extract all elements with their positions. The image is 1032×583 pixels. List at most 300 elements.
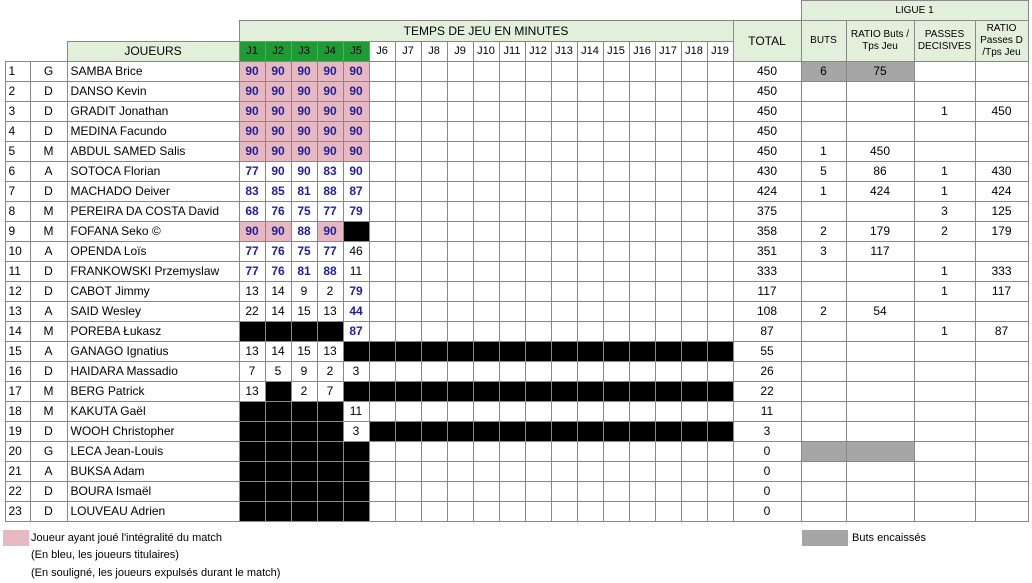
empty-cell [525,442,551,462]
passes-cell [914,302,975,322]
minutes-cell-starter: 88 [317,262,343,282]
empty-cell [603,442,629,462]
minutes-cell-full: 90 [239,142,265,162]
empty-cell [369,302,395,322]
ratio-cell [846,342,914,362]
empty-cell [681,242,707,262]
player-number: 18 [5,402,30,422]
minutes-cell-starter: 44 [343,302,369,322]
ratio-passes-cell [975,462,1028,482]
minutes-cell-sub: 7 [317,382,343,402]
empty-cell [707,62,733,82]
minutes-cell-full: 90 [343,82,369,102]
empty-cell [369,482,395,502]
empty-cell [395,482,421,502]
not-played-cell [343,482,369,502]
passes-cell: 3 [914,202,975,222]
minutes-cell-sub: 3 [343,362,369,382]
not-played-cell [473,422,499,442]
empty-cell [577,122,603,142]
minutes-cell-sub: 5 [265,362,291,382]
empty-cell [473,282,499,302]
ratio-cell [846,362,914,382]
matchday-header-j17: J17 [655,42,681,62]
empty-cell [525,182,551,202]
empty-cell [655,242,681,262]
empty-cell [655,322,681,342]
minutes-cell-starter: 77 [239,162,265,182]
blank [0,21,239,42]
empty-cell [395,322,421,342]
ratio-passes-cell: 430 [975,162,1028,182]
player-number: 16 [5,362,30,382]
ratio-cell: 450 [846,142,914,162]
minutes-cell-starter: 75 [291,242,317,262]
empty-cell [421,322,447,342]
minutes-cell-sub: 7 [239,362,265,382]
player-name: BERG Patrick [67,382,239,402]
passes-cell [914,382,975,402]
not-played-cell [447,382,473,402]
empty-cell [421,502,447,522]
empty-cell [603,502,629,522]
empty-cell [525,302,551,322]
empty-cell [707,142,733,162]
empty-cell [707,482,733,502]
matchday-header-j16: J16 [629,42,655,62]
matchday-header-j9: J9 [447,42,473,62]
player-name: SAID Wesley [67,302,239,322]
minutes-cell-starter: 79 [343,202,369,222]
empty-cell [655,442,681,462]
not-played-cell [265,482,291,502]
empty-cell [525,162,551,182]
empty-cell [473,102,499,122]
empty-cell [395,222,421,242]
buts-cell: 2 [801,222,846,242]
not-played-cell [577,422,603,442]
table-row [0,82,1028,102]
passes-cell [914,462,975,482]
player-position: M [30,202,67,222]
empty-cell [551,62,577,82]
empty-cell [603,302,629,322]
empty-cell [577,442,603,462]
minutes-cell-sub: 22 [239,302,265,322]
not-played-cell [681,342,707,362]
empty-cell [525,482,551,502]
empty-cell [551,482,577,502]
empty-cell [681,222,707,242]
not-played-cell [551,382,577,402]
empty-cell [473,122,499,142]
matchday-header-j15: J15 [603,42,629,62]
player-number: 23 [5,502,30,522]
player-name: ABDUL SAMED Salis [67,142,239,162]
empty-cell [551,302,577,322]
player-position: D [30,262,67,282]
empty-cell [577,322,603,342]
empty-cell [603,222,629,242]
empty-cell [655,162,681,182]
empty-cell [473,502,499,522]
passes-cell [914,422,975,442]
minutes-cell-sub: 14 [265,282,291,302]
not-played-cell [239,402,265,422]
empty-cell [655,262,681,282]
empty-cell [369,502,395,522]
ratio-passes-cell [975,482,1028,502]
ratio-passes-col-header: RATIO Passes D /Tps Jeu [975,21,1028,62]
empty-cell [499,462,525,482]
empty-cell [499,182,525,202]
empty-cell [577,282,603,302]
player-name: SAMBA Brice [67,62,239,82]
empty-cell [551,322,577,342]
empty-cell [577,142,603,162]
empty-cell [577,82,603,102]
empty-cell [447,242,473,262]
ratio-passes-cell [975,342,1028,362]
player-number: 9 [5,222,30,242]
ratio-passes-cell [975,362,1028,382]
minutes-cell-starter: 85 [265,182,291,202]
empty-cell [629,302,655,322]
table-row [0,222,1028,242]
empty-cell [603,362,629,382]
empty-cell [369,62,395,82]
not-played-cell [239,482,265,502]
player-name: FRANKOWSKI Przemyslaw [67,262,239,282]
not-played-cell [265,322,291,342]
not-played-cell [629,382,655,402]
table-row [0,402,1028,422]
minutes-cell-full: 90 [265,142,291,162]
empty-cell [629,402,655,422]
empty-cell [395,162,421,182]
empty-cell [525,282,551,302]
empty-cell [525,322,551,342]
player-position: M [30,222,67,242]
not-played-cell [291,502,317,522]
empty-cell [681,402,707,422]
player-number: 4 [5,122,30,142]
empty-cell [707,162,733,182]
player-position: D [30,122,67,142]
passes-cell: 1 [914,182,975,202]
not-played-cell [343,462,369,482]
minutes-cell-full: 90 [265,62,291,82]
minutes-cell-starter: 77 [239,262,265,282]
empty-cell [551,462,577,482]
player-position: D [30,102,67,122]
ratio-passes-cell: 117 [975,282,1028,302]
passes-cell [914,242,975,262]
empty-cell [681,182,707,202]
empty-cell [499,242,525,262]
not-played-cell [603,422,629,442]
empty-cell [421,122,447,142]
buts-cell: 1 [801,182,846,202]
empty-cell [577,302,603,322]
minutes-cell-starter: 76 [265,242,291,262]
minutes-cell-full: 90 [239,222,265,242]
empty-cell [655,122,681,142]
empty-cell [681,302,707,322]
not-played-cell [577,382,603,402]
empty-cell [629,242,655,262]
player-name: POREBA Łukasz [67,322,239,342]
empty-cell [681,102,707,122]
not-played-cell [655,422,681,442]
not-played-cell [343,442,369,462]
not-played-cell [551,342,577,362]
table-row [0,242,1028,262]
empty-cell [681,62,707,82]
minutes-cell-full: 90 [265,222,291,242]
empty-cell [707,262,733,282]
empty-cell [525,222,551,242]
empty-cell [421,162,447,182]
buts-cell: 3 [801,242,846,262]
ratio-cell [846,82,914,102]
empty-cell [603,142,629,162]
passes-cell [914,142,975,162]
header-row-title [0,21,1028,42]
passes-cell: 2 [914,222,975,242]
empty-cell [447,122,473,142]
minutes-cell-starter: 76 [265,262,291,282]
empty-cell [421,222,447,242]
passes-cell [914,482,975,502]
minutes-cell-starter: 76 [265,202,291,222]
table-row [0,122,1028,142]
total-cell: 22 [733,382,801,402]
matchday-header-j3: J3 [291,42,317,62]
matchday-header-j5: J5 [343,42,369,62]
empty-cell [499,62,525,82]
empty-cell [551,222,577,242]
empty-cell [447,262,473,282]
empty-cell [681,462,707,482]
player-number: 2 [5,82,30,102]
empty-cell [707,182,733,202]
empty-cell [421,302,447,322]
minutes-cell-full: 90 [317,102,343,122]
empty-cell [525,202,551,222]
player-number: 6 [5,162,30,182]
empty-cell [655,282,681,302]
ratio-col-header: RATIO Buts / Tps Jeu [846,21,914,62]
minutes-cell-full: 90 [317,62,343,82]
ratio-passes-cell [975,142,1028,162]
empty-cell [681,262,707,282]
empty-cell [577,222,603,242]
empty-cell [369,362,395,382]
empty-cell [421,402,447,422]
empty-cell [551,162,577,182]
empty-cell [395,502,421,522]
empty-cell [603,482,629,502]
minutes-cell-starter: 88 [317,182,343,202]
empty-cell [421,102,447,122]
minutes-cell-full: 90 [265,122,291,142]
player-number: 11 [5,262,30,282]
passes-cell [914,502,975,522]
empty-cell [421,482,447,502]
empty-cell [629,262,655,282]
not-played-cell [291,462,317,482]
not-played-cell [499,342,525,362]
minutes-cell-sub: 3 [343,422,369,442]
passes-cell [914,82,975,102]
ratio-cell [846,402,914,422]
empty-cell [629,222,655,242]
empty-cell [447,222,473,242]
minutes-cell-full: 90 [343,62,369,82]
empty-cell [473,62,499,82]
not-played-cell [291,422,317,442]
ratio-passes-cell [975,502,1028,522]
empty-cell [473,262,499,282]
header-row-league [0,1,1028,21]
empty-cell [499,202,525,222]
table-row [0,262,1028,282]
empty-cell [551,362,577,382]
player-name: LOUVEAU Adrien [67,502,239,522]
empty-cell [707,82,733,102]
empty-cell [707,302,733,322]
empty-cell [551,82,577,102]
table-row [0,202,1028,222]
not-played-cell [395,422,421,442]
empty-cell [655,142,681,162]
not-played-cell [343,342,369,362]
ratio-passes-cell: 450 [975,102,1028,122]
minutes-cell-starter: 88 [291,222,317,242]
empty-cell [655,402,681,422]
empty-cell [499,142,525,162]
empty-cell [421,142,447,162]
empty-cell [421,202,447,222]
empty-cell [369,202,395,222]
table-row [0,282,1028,302]
player-number: 14 [5,322,30,342]
minutes-cell-starter: 77 [317,242,343,262]
player-number: 20 [5,442,30,462]
total-cell: 333 [733,262,801,282]
empty-cell [447,402,473,422]
empty-cell [577,242,603,262]
minutes-cell-sub: 15 [291,302,317,322]
empty-cell [629,82,655,102]
empty-cell [473,82,499,102]
table-row [0,302,1028,322]
empty-cell [603,162,629,182]
empty-cell [629,322,655,342]
table-row [0,482,1028,502]
empty-cell [655,462,681,482]
buts-cell: 5 [801,162,846,182]
minutes-cell-starter: 83 [317,162,343,182]
not-played-cell [603,382,629,402]
empty-cell [577,362,603,382]
player-name: HAIDARA Massadio [67,362,239,382]
matchday-header-j13: J13 [551,42,577,62]
passes-cell [914,342,975,362]
empty-cell [499,402,525,422]
not-played-cell [499,382,525,402]
empty-cell [577,162,603,182]
minutes-cell-sub: 2 [317,362,343,382]
player-position: D [30,482,67,502]
not-played-cell [369,342,395,362]
matchday-header-j12: J12 [525,42,551,62]
passes-cell [914,62,975,82]
empty-cell [395,242,421,262]
player-position: G [30,62,67,82]
not-played-cell [343,382,369,402]
table-row [0,322,1028,342]
empty-cell [499,122,525,142]
empty-cell [525,62,551,82]
minutes-cell-full: 90 [317,142,343,162]
empty-cell [603,182,629,202]
ratio-cell [846,382,914,402]
total-cell: 450 [733,82,801,102]
not-played-cell [317,402,343,422]
player-name: MACHADO Deiver [67,182,239,202]
ratio-passes-cell: 424 [975,182,1028,202]
minutes-cell-full: 90 [265,102,291,122]
empty-cell [655,82,681,102]
player-name: MEDINA Facundo [67,122,239,142]
not-played-cell [603,342,629,362]
empty-cell [525,102,551,122]
empty-cell [707,362,733,382]
table-row [0,362,1028,382]
empty-cell [369,462,395,482]
minutes-cell-starter: 90 [343,162,369,182]
ratio-cell: 117 [846,242,914,262]
empty-cell [603,62,629,82]
empty-cell [395,122,421,142]
buts-cell [801,362,846,382]
not-played-cell [291,442,317,462]
player-position: A [30,302,67,322]
empty-cell [577,62,603,82]
not-played-cell [473,382,499,402]
minutes-cell-full: 90 [239,102,265,122]
empty-cell [681,162,707,182]
empty-cell [577,202,603,222]
empty-cell [499,302,525,322]
ratio-passes-cell: 125 [975,202,1028,222]
empty-cell [551,502,577,522]
empty-cell [473,142,499,162]
empty-cell [395,182,421,202]
passes-cell: 1 [914,102,975,122]
minutes-cell-full: 90 [291,62,317,82]
empty-cell [707,242,733,262]
total-cell: 26 [733,362,801,382]
empty-cell [603,202,629,222]
empty-cell [473,242,499,262]
minutes-cell-full: 90 [239,122,265,142]
empty-cell [421,362,447,382]
player-number: 7 [5,182,30,202]
ratio-cell: 54 [846,302,914,322]
